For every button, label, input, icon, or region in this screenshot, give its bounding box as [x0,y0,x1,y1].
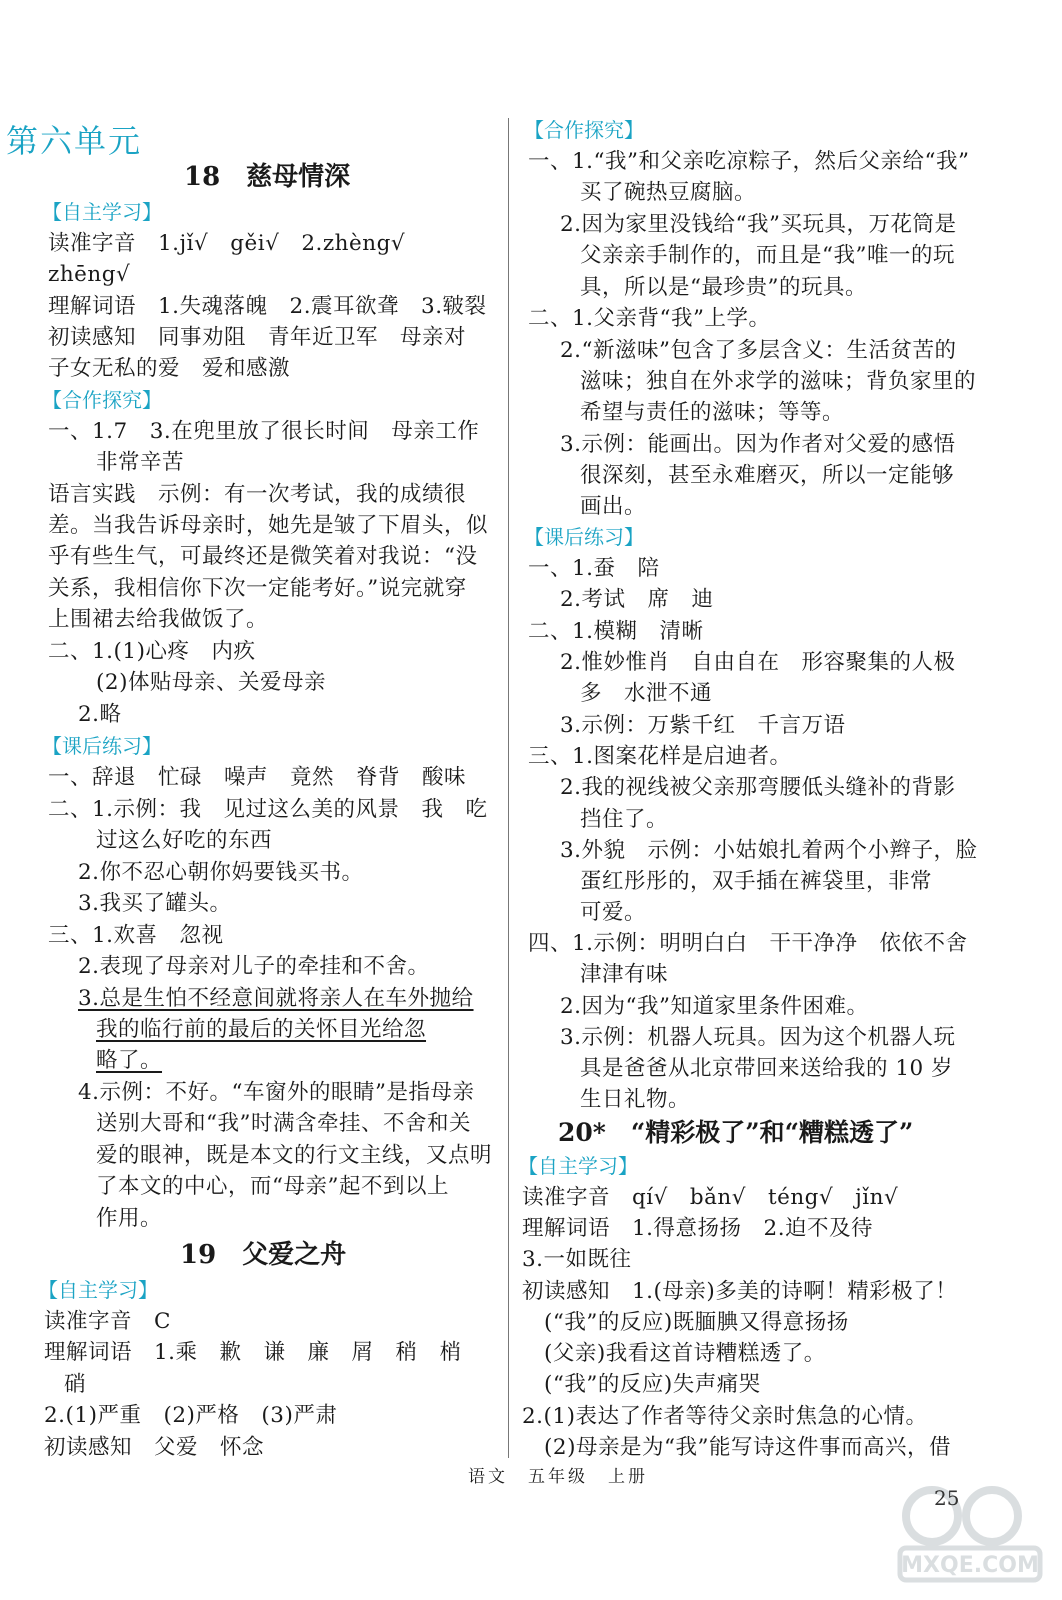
text-line: 理解词语 1.得意扬扬 2.迫不及待 [522,1216,874,1241]
text-line: 2.略 [78,702,122,727]
text-line: 4.示例：不好。“车窗外的眼睛”是指母亲 [78,1080,475,1105]
section-tag-cooperative: 【合作探究】 [524,118,644,142]
text-line: 读准字音 C [44,1309,171,1334]
text-line: 子女无私的爱 爱和感激 [48,356,291,381]
text-line: 希望与责任的滋味；等等。 [580,400,845,425]
text-line: 一、1.蚕 陪 [528,556,660,581]
text-line: 2.我的视线被父亲那弯腰低头缝补的背影 [560,775,956,800]
text-line: 上围裙去给我做饭了。 [48,607,269,632]
text-line: 一、1.7 3.在兜里放了很长时间 母亲工作 [48,419,480,444]
text-line: 2.(1)严重 (2)严格 (3)严肃 [44,1403,338,1428]
text-line: 很深刻，甚至永难磨灭，所以一定能够 [580,463,955,488]
text-line: 2.“新滋味”包含了多层含义：生活贫苦的 [560,338,957,363]
watermark-logo-icon [880,1478,1060,1588]
text-line: 四、1.示例：明明白白 干干净净 依依不舍 [528,931,968,956]
text-line: 二、1.父亲背“我”上学。 [528,306,771,331]
section-tag-exercises: 【课后练习】 [42,734,162,758]
text-line: 3.示例：万紫千红 千言万语 [560,713,846,738]
text-line: 3.示例：机器人玩具。因为这个机器人玩 [560,1025,956,1050]
text-line: 语言实践 示例：有一次考试，我的成绩很 [48,482,467,507]
text-line: 理解词语 1.乘 歉 谦 廉 屑 稍 梢 [44,1340,462,1365]
lesson-19-title: 19 父爱之舟 [180,1240,347,1270]
unit-title: 第六单元 [6,122,143,160]
text-line: 2.考试 席 迪 [560,587,714,612]
text-line: 可爱。 [580,900,647,925]
text-line: 读准字音 qí√ bǎn√ téng√ jǐn√ [522,1185,899,1210]
text-line: (“我”的反应)失声痛哭 [544,1372,761,1397]
text-line: 读准字音 1.jǐ√ gěi√ 2.zhèng√ [48,231,406,256]
text-line: 2.惟妙惟肖 自由自在 形容聚集的人极 [560,650,956,675]
text-line: 作用。 [96,1206,163,1231]
text-line: (“我”的反应)既腼腆又得意扬扬 [544,1310,849,1335]
text-line: 过这么好吃的东西 [96,828,273,853]
text-line: 爱的眼神，既是本文的行文主线，又点明 [96,1143,493,1168]
underlined-text-line: 我的临行前的最后的关怀目光给忽 [96,1017,427,1042]
underlined-text-line: 略了。 [96,1048,163,1073]
text-line: 2.因为“我”知道家里条件困难。 [560,994,869,1019]
text-line: 二、1.模糊 清晰 [528,619,704,644]
text-line: zhēng√ [48,262,131,287]
page-footer: 语文 五年级 上册 [468,1467,648,1487]
lesson-18-title: 18 慈母情深 [184,162,351,192]
text-line: 二、1.(1)心疼 内疚 [48,639,256,664]
text-line: 滋味；独自在外求学的滋味；背负家里的 [580,369,977,394]
section-tag-exercises: 【课后练习】 [524,525,644,549]
text-line: (2)母亲是为“我”能写诗这件事而高兴，借 [544,1435,951,1460]
text-line: 2.因为家里没钱给“我”买玩具，万花筒是 [560,212,957,237]
page-number: 25 [934,1486,960,1510]
text-line: 蛋红彤彤的，双手插在裤袋里，非常 [580,869,933,894]
text-line: 买了碗热豆腐脑。 [580,180,757,205]
text-line: 三、1.欢喜 忽视 [48,923,224,948]
text-line: 2.(1)表达了作者等待父亲时焦急的心情。 [522,1404,928,1429]
text-line: 理解词语 1.失魂落魄 2.震耳欲聋 3.皲裂 [48,294,487,319]
text-line: 初读感知 1.(母亲)多美的诗啊！精彩极了！ [522,1279,958,1304]
text-line: 差。当我告诉母亲时，她先是皱了下眉头，似 [48,513,489,538]
lesson-20-title: 20* “精彩极了”和“糟糕透了” [558,1118,914,1147]
text-line: 画出。 [580,494,647,519]
text-line: 3.一如既往 [522,1247,632,1272]
text-line: 了本文的中心，而“母亲”起不到以上 [96,1174,449,1199]
section-tag-cooperative: 【合作探究】 [42,388,162,412]
text-line: 二、1.示例：我 见过这么美的风景 我 吃 [48,797,488,822]
watermark-text: MXQE.COM [901,1553,1039,1578]
text-line: 关系，我相信你下次一定能考好。”说完就穿 [48,576,467,601]
text-line: 乎有些生气，可最终还是微笑着对我说：“没 [48,544,478,569]
text-line: 硝 [64,1372,87,1397]
text-line: 生日礼物。 [580,1087,691,1112]
text-line: 父亲亲手制作的，而且是“我”唯一的玩 [580,243,955,268]
text-line: 初读感知 父爱 怀念 [44,1435,265,1460]
text-line: 初读感知 同事劝阻 青年近卫军 母亲对 [48,325,467,350]
column-divider [508,118,509,1458]
text-line: 3.示例：能画出。因为作者对父爱的感悟 [560,432,956,457]
text-line: 非常辛苦 [96,450,185,475]
text-line: (父亲)我看这首诗糟糕透了。 [544,1341,826,1366]
text-line: 3.我买了罐头。 [78,891,232,916]
text-line: 挡住了。 [580,807,669,832]
section-tag-self-study: 【自主学习】 [42,200,162,224]
underlined-text-line: 3.总是生怕不经意间就将亲人在车外抛给 [78,986,474,1011]
text-line: 津津有味 [580,962,669,987]
text-line: 具，所以是“最珍贵”的玩具。 [580,275,867,300]
text-line: 一、辞退 忙碌 噪声 竟然 脊背 酸味 [48,765,467,790]
text-line: 3.外貌 示例：小姑娘扎着两个小辫子，脸 [560,838,978,863]
text-line: (2)体贴母亲、关爱母亲 [96,670,326,695]
section-tag-self-study: 【自主学习】 [518,1154,638,1178]
text-line: 具是爸爸从北京带回来送给我的 10 岁 [580,1056,954,1081]
text-line: 三、1.图案花样是启迪者。 [528,744,792,769]
text-line: 2.表现了母亲对儿子的牵挂和不舍。 [78,954,430,979]
text-line: 送别大哥和“我”时满含牵挂、不舍和关 [96,1111,471,1136]
text-line: 2.你不忍心朝你妈要钱买书。 [78,860,364,885]
text-line: 多 水泄不通 [580,681,713,706]
section-tag-self-study: 【自主学习】 [38,1278,158,1302]
text-line: 一、1.“我”和父亲吃凉粽子，然后父亲给“我” [528,149,970,174]
